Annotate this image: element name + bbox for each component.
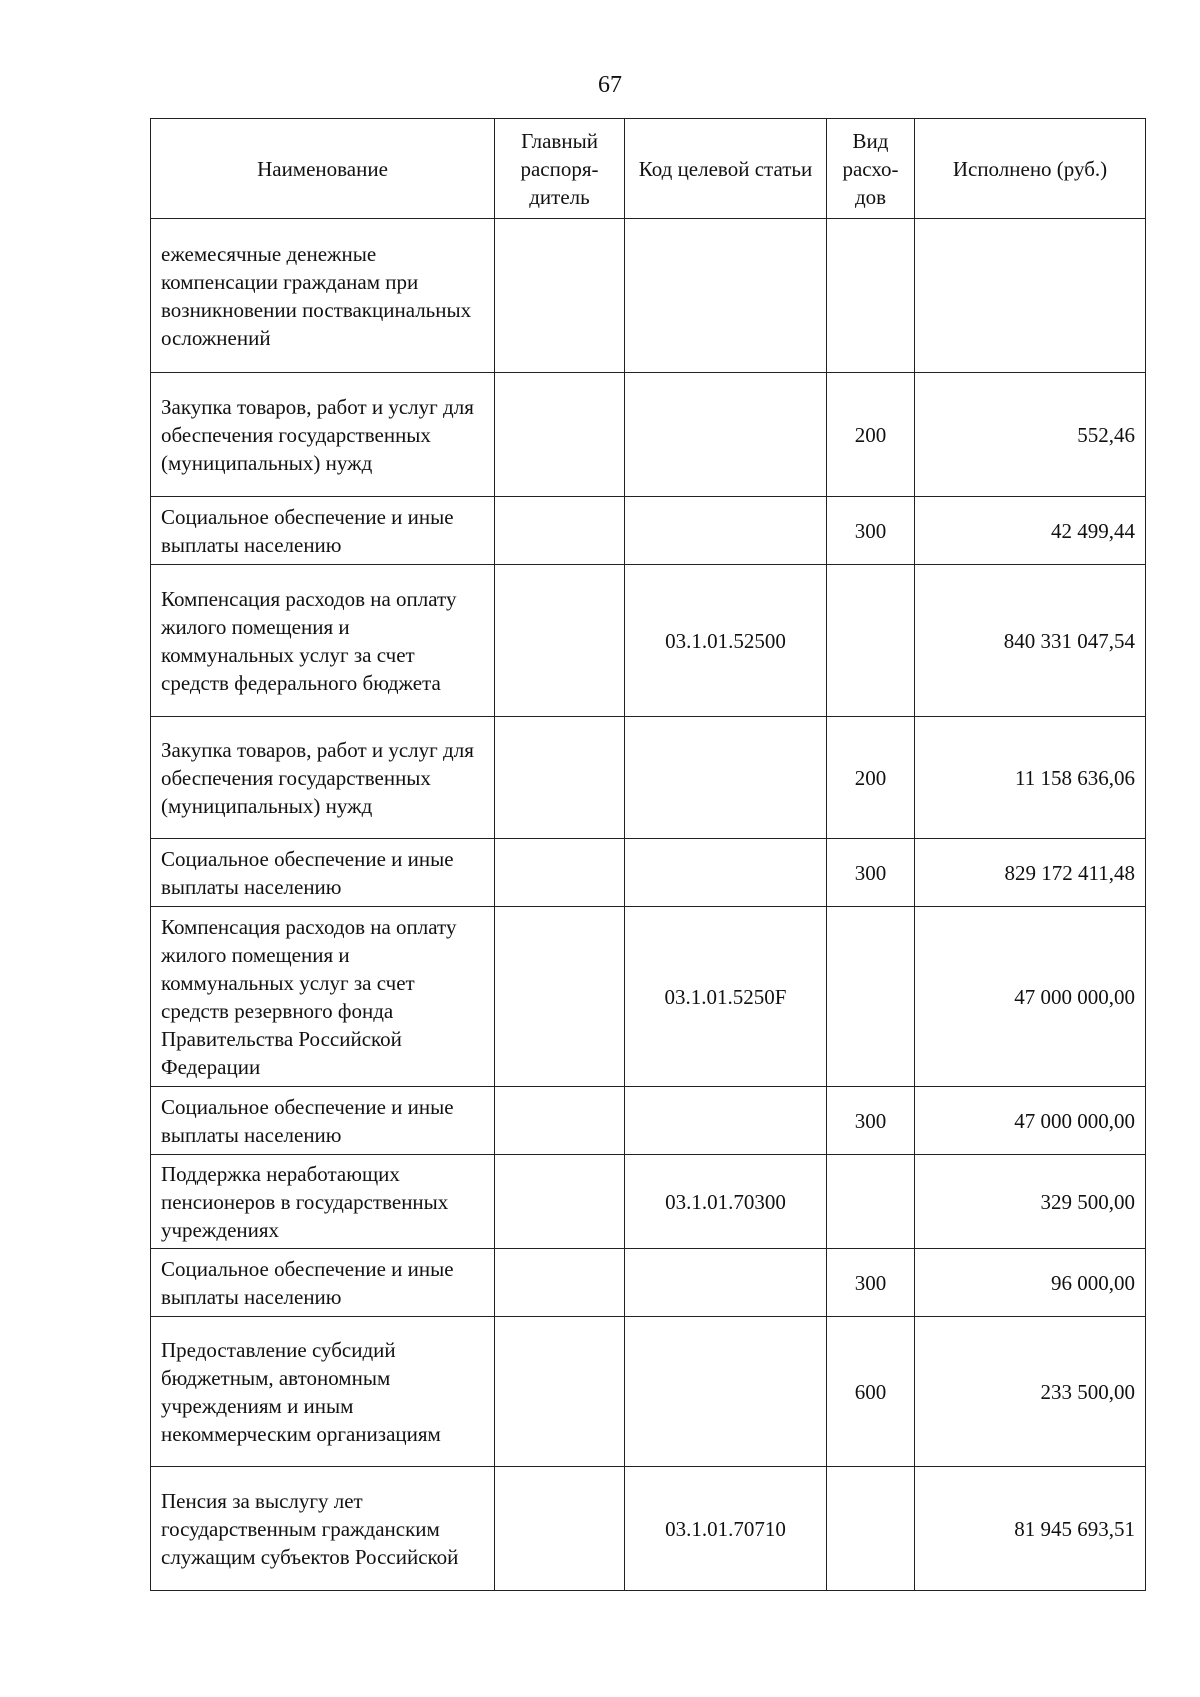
- row-type: 300: [827, 839, 915, 907]
- row-name: Поддержка неработающих пенсионеров в государственных учреждениях: [151, 1155, 495, 1249]
- row-code: [625, 839, 827, 907]
- row-type: 600: [827, 1317, 915, 1467]
- table-header-row: [151, 119, 1146, 219]
- row-type: 200: [827, 717, 915, 839]
- row-manager: [495, 1087, 625, 1155]
- row-manager: [495, 497, 625, 565]
- row-executed: 11 158 636,06: [915, 717, 1146, 839]
- budget-execution-table: [150, 118, 1146, 1591]
- row-name: Компенсация расходов на оплату жилого помещения и коммунальных услуг за счет средств резервного фонда Правительства Российской Федерации: [151, 907, 495, 1087]
- table-row: [151, 1249, 1146, 1317]
- row-name: Компенсация расходов на оплату жилого помещения и коммунальных услуг за счет средств федерального бюджета: [151, 565, 495, 717]
- row-name: ежемесячные денежные компенсации гражданам при возникновении поствакцинальных осложнений: [151, 219, 495, 373]
- header-code: Код целевой статьи: [625, 119, 827, 219]
- row-name: Предоставление субсидий бюджетным, автономным учреждениям и иным некоммерческим организациям: [151, 1317, 495, 1467]
- table-row: [151, 565, 1146, 717]
- row-name: Социальное обеспечение и иные выплаты населению: [151, 839, 495, 907]
- row-name: Закупка товаров, работ и услуг для обеспечения государственных (муниципальных) нужд: [151, 373, 495, 497]
- row-type: [827, 565, 915, 717]
- row-manager: [495, 1317, 625, 1467]
- row-executed: 233 500,00: [915, 1317, 1146, 1467]
- row-manager: [495, 1155, 625, 1249]
- row-code: 03.1.01.52500: [625, 565, 827, 717]
- table-row: [151, 1155, 1146, 1249]
- row-manager: [495, 1467, 625, 1591]
- row-code: 03.1.01.5250F: [625, 907, 827, 1087]
- row-code: [625, 373, 827, 497]
- row-type: [827, 907, 915, 1087]
- row-executed: 47 000 000,00: [915, 1087, 1146, 1155]
- row-executed: 96 000,00: [915, 1249, 1146, 1317]
- row-name: Социальное обеспечение и иные выплаты населению: [151, 1249, 495, 1317]
- row-name: Пенсия за выслугу лет государственным гражданским служащим субъектов Российской: [151, 1467, 495, 1591]
- row-executed: 552,46: [915, 373, 1146, 497]
- table-row: [151, 907, 1146, 1087]
- row-type: 300: [827, 497, 915, 565]
- row-type: 300: [827, 1087, 915, 1155]
- row-executed: 42 499,44: [915, 497, 1146, 565]
- row-code: [625, 497, 827, 565]
- row-code: [625, 1087, 827, 1155]
- table-row: [151, 497, 1146, 565]
- row-name: Социальное обеспечение и иные выплаты населению: [151, 497, 495, 565]
- header-name: Наименование: [151, 119, 495, 219]
- row-executed: 840 331 047,54: [915, 565, 1146, 717]
- row-type: 300: [827, 1249, 915, 1317]
- row-type: [827, 219, 915, 373]
- row-type: 200: [827, 373, 915, 497]
- table-row: [151, 839, 1146, 907]
- row-executed: 329 500,00: [915, 1155, 1146, 1249]
- header-manager: Главный распоря-дитель: [495, 119, 625, 219]
- row-executed: 81 945 693,51: [915, 1467, 1146, 1591]
- row-type: [827, 1155, 915, 1249]
- table-row: [151, 717, 1146, 839]
- row-manager: [495, 907, 625, 1087]
- row-code: [625, 1249, 827, 1317]
- row-executed: 829 172 411,48: [915, 839, 1146, 907]
- row-code: [625, 219, 827, 373]
- table-row: [151, 1087, 1146, 1155]
- table-row: [151, 1317, 1146, 1467]
- page-number: 67: [598, 72, 622, 98]
- header-executed: Исполнено (руб.): [915, 119, 1146, 219]
- row-manager: [495, 1249, 625, 1317]
- row-manager: [495, 219, 625, 373]
- row-executed: [915, 219, 1146, 373]
- row-name: Закупка товаров, работ и услуг для обеспечения государственных (муниципальных) нужд: [151, 717, 495, 839]
- row-name: Социальное обеспечение и иные выплаты населению: [151, 1087, 495, 1155]
- row-type: [827, 1467, 915, 1591]
- row-code: [625, 1317, 827, 1467]
- table-row: [151, 219, 1146, 373]
- table-row: [151, 373, 1146, 497]
- header-type: Вид расхо-дов: [827, 119, 915, 219]
- row-manager: [495, 839, 625, 907]
- row-manager: [495, 373, 625, 497]
- row-manager: [495, 717, 625, 839]
- row-code: [625, 717, 827, 839]
- table-row: [151, 1467, 1146, 1591]
- row-executed: 47 000 000,00: [915, 907, 1146, 1087]
- row-code: 03.1.01.70710: [625, 1467, 827, 1591]
- row-code: 03.1.01.70300: [625, 1155, 827, 1249]
- row-manager: [495, 565, 625, 717]
